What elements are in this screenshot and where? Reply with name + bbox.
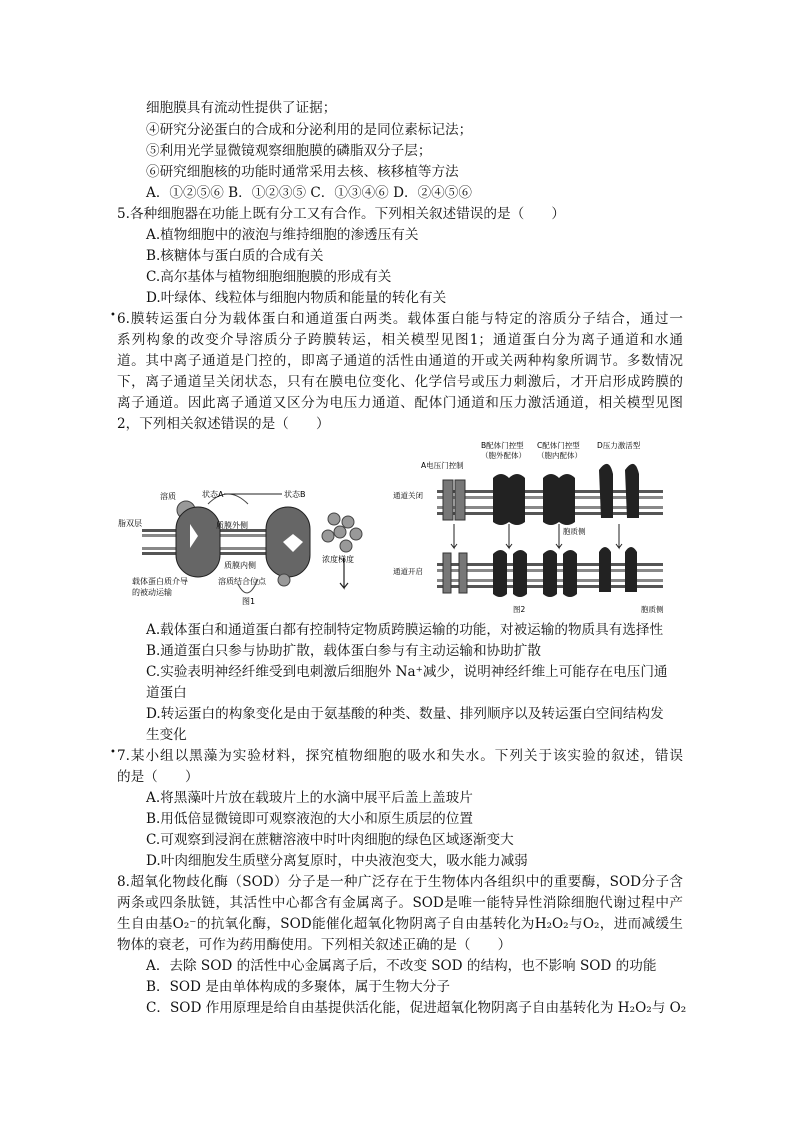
question-6-stem-line: 道。其中离子通道是门控的，即离子通道的活性由通道的开或关两种构象所调节。多数情况: [117, 353, 683, 369]
fig2-b-label: （胞外配体）: [481, 451, 526, 460]
question-6-option-d: D.转运蛋白的构象变化是由于氨基酸的种类、数量、排列顺序以及转运蛋白空间结构发: [146, 706, 664, 722]
fig2-closed-label: 通道关闭: [393, 491, 423, 500]
text-line: ⑥研究细胞核的功能时通常采用去核、核移植等方法: [146, 164, 459, 180]
question-8-option-a: A．去除 SOD 的活性中心金属离子后，不改变 SOD 的结构，也不影响 SOD 的功能: [146, 958, 657, 974]
question-5-option-d: D.叶绿体、线粒体与细胞内物质和能量的转化有关: [146, 290, 447, 306]
text-line: ④研究分泌蛋白的合成和分泌利用的是同位素标记法；: [146, 122, 473, 138]
figure-1-carrier-protein: [118, 484, 372, 614]
fig2-caption: 图2: [513, 605, 526, 614]
fig1-solute-label: 溶质: [160, 492, 176, 501]
fig1-lipid-label: 脂双层: [118, 519, 142, 528]
question-7-option-a: A.将黑藻叶片放在载玻片上的水滴中展平后盖上盖玻片: [146, 790, 473, 806]
fig2-open-label: 通道开启: [393, 567, 423, 576]
fig1-gradient-label: 浓度梯度: [322, 555, 354, 564]
fig2-c-label: C配体门控型: [537, 441, 580, 450]
question-6-stem-line: 系列构象的改变介导溶质分子跨膜转运，相关模型见图1；通道蛋白分为离子通道和水通: [117, 332, 683, 348]
question-6-option-b: B.通道蛋白只参与协助扩散，载体蛋白参与有主动运输和协助扩散: [146, 643, 541, 659]
question-8-stem-line: 物体的衰老，可作为药用酶使用。下列相关叙述正确的是（ ）: [117, 937, 512, 953]
question-8-option-b: B．SOD 是由单体构成的多聚体，属于生物大分子: [146, 979, 450, 995]
answer-choices: A．①②⑤⑥ B．①②③⑤ C．①③④⑥ D．②④⑤⑥: [146, 185, 472, 201]
question-6-option-d-cont: 生变化: [146, 727, 187, 743]
fig1-state-b-label: 状态B: [284, 490, 306, 499]
question-5-stem: 5.各种细胞器在功能上既有分工又有合作。下列相关叙述错误的是（ ）: [117, 206, 565, 222]
question-6-option-a: A.载体蛋白和通道蛋白都有控制特定物质跨膜运输的功能，对被运输的物质具有选择性: [146, 622, 664, 638]
question-8-stem-line: 生自由基O₂⁻的抗氧化酶，SOD能催化超氧化物阴离子自由基转化为H₂O₂与O₂，进而减缓生: [117, 916, 683, 932]
fig1-state-a-label: 状态A: [202, 490, 224, 499]
question-8-stem-line: 8.超氧化物歧化酶（SOD）分子是一种广泛存在于生物体内各组织中的重要酶，SOD分子含: [117, 874, 683, 890]
question-5-option-b: B.核糖体与蛋白质的合成有关: [146, 248, 324, 264]
text-line: ⑤利用光学显微镜观察细胞膜的磷脂双分子层；: [146, 143, 432, 159]
question-6-option-c: C.实验表明神经纤维受到电刺激后细胞外 Na⁺减少，说明神经纤维上可能存在电压门通: [146, 664, 668, 680]
question-7-option-c: C.可观察到浸润在蔗糖溶液中时叶肉细胞的绿色区域逐渐变大: [146, 832, 514, 848]
question-6-option-c-cont: 道蛋白: [146, 685, 187, 701]
fig1-caption: 图1: [242, 597, 256, 606]
fig1-outer-label: 质膜外侧: [216, 521, 248, 530]
question-7-stem-line: 7.某小组以黑藻为实验材料，探究植物细胞的吸水和失水。下列关于该实验的叙述，错误: [117, 748, 683, 764]
question-6-stem-line: 2，下列相关叙述错误的是（ ）: [117, 416, 330, 432]
fig1-carrier-label: 的被动运输: [132, 588, 172, 597]
question-5-option-c: C.高尔基体与植物细胞细胞膜的形成有关: [146, 269, 392, 285]
fig2-cytoplasm-label: 胞质侧: [641, 605, 664, 614]
question-6-stem-line: 下，离子通道呈关闭状态，只有在膜电位变化、化学信号或压力刺激后，才开启形成跨膜的: [117, 374, 683, 390]
fig1-site-label: 溶质结合位点: [218, 577, 266, 586]
bullet-marker: •: [110, 310, 116, 321]
fig2-b-label: B配体门控型: [481, 441, 524, 450]
question-7-option-b: B.用低倍显微镜即可观察液泡的大小和原生质层的位置: [146, 811, 473, 827]
fig2-a-label: A电压门控制: [421, 461, 464, 470]
question-8-stem-line: 两条或四条肽链，其活性中心都含有金属离子。SOD是唯一能特异性消除细胞代谢过程中产: [117, 895, 683, 911]
fig1-carrier-label: 载体蛋白质介导: [132, 577, 188, 586]
question-6-stem-line: 离子通道。因此离子通道又区分为电压力通道、配体门通道和压力激活通道，相关模型见图: [117, 395, 683, 411]
question-7-stem-line: 的是（ ）: [117, 769, 199, 785]
fig2-d-label: D压力激活型: [597, 441, 641, 450]
figure-2-ion-channels: [393, 440, 677, 615]
question-8-option-c: C．SOD 作用原理是给自由基提供活化能，促进超氧化物阴离子自由基转化为 H₂O₂与 O₂: [146, 1000, 687, 1016]
bullet-marker: •: [110, 747, 116, 758]
question-6-stem-line: 6.膜转运蛋白分为载体蛋白和通道蛋白两类。载体蛋白能与特定的溶质分子结合，通过一: [117, 311, 683, 327]
fig2-cytoplasm-label: 胞质侧: [563, 527, 586, 536]
fig1-inner-label: 质膜内侧: [224, 561, 256, 570]
question-7-option-d: D.叶肉细胞发生质壁分离复原时，中央液泡变大，吸水能力减弱: [146, 853, 528, 869]
question-5-option-a: A.植物细胞中的液泡与维持细胞的渗透压有关: [146, 227, 419, 243]
fig2-c-label: （胞内配体）: [537, 451, 582, 460]
text-line: 细胞膜具有流动性提供了证据；: [146, 100, 337, 116]
